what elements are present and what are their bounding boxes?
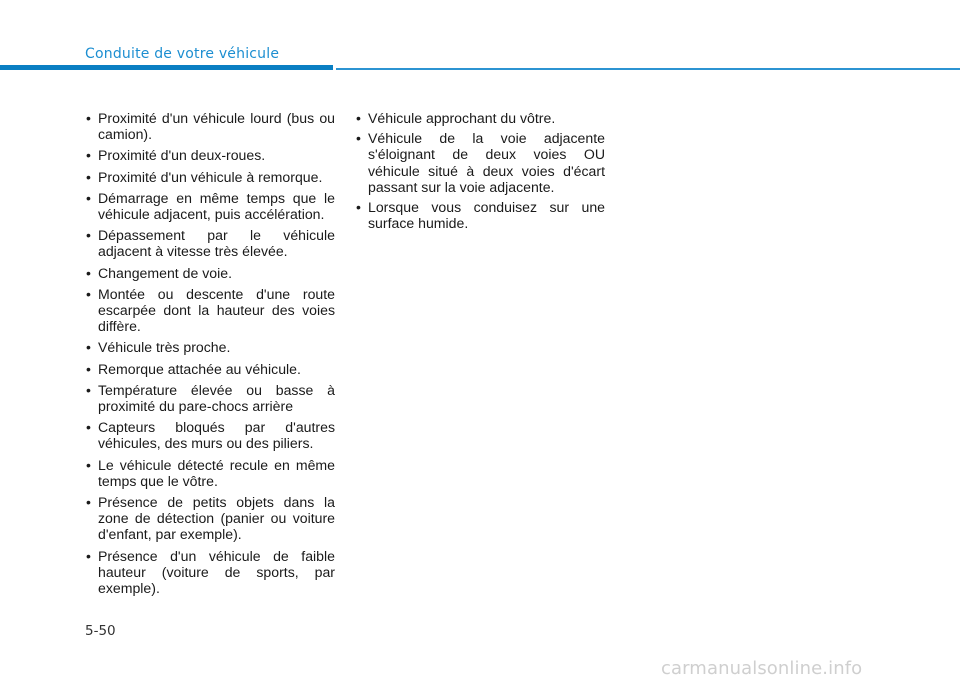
list-item: • Capteurs bloqués par d'autres véhicules, des murs ou des piliers.	[86, 419, 335, 451]
list-item: • Lorsque vous conduisez sur une surface humide.	[356, 199, 605, 231]
right-column-list	[356, 110, 605, 235]
list-item: • Le véhicule détecté recule en même temps que le vôtre.	[86, 457, 335, 489]
list-item: • Présence de petits objets dans la zone de détection (panier ou voiture d'enfant, par exemple).	[86, 494, 335, 543]
list-item: • Présence d'un véhicule de faible hauteur (voiture de sports, par exemple).	[86, 548, 335, 597]
section-title: Conduite de votre véhicule	[85, 46, 280, 62]
left-column-list	[86, 110, 335, 601]
list-item: • Véhicule approchant du vôtre.	[356, 110, 605, 126]
list-item: • Proximité d'un véhicule lourd (bus ou camion).	[86, 110, 335, 142]
list-item: • Température élevée ou basse à proximité du pare-chocs arrière	[86, 382, 335, 414]
list-item: • Montée ou descente d'une route escarpée dont la hauteur des voies diffère.	[86, 286, 335, 335]
list-item: • Véhicule de la voie adjacente s'éloignant de deux voies OU véhicule situé à deux voies d'écart passant sur la voie adjacente.	[356, 130, 605, 195]
header-rule-thick	[0, 65, 333, 70]
list-item: • Démarrage en même temps que le véhicule adjacent, puis accélération.	[86, 190, 335, 222]
list-item: • Proximité d'un deux-roues.	[86, 147, 335, 163]
list-item: • Dépassement par le véhicule adjacent à vitesse très élevée.	[86, 227, 335, 259]
list-item: • Véhicule très proche.	[86, 339, 335, 355]
watermark-link[interactable]: carmanualsonline.info	[661, 658, 863, 679]
list-item: • Changement de voie.	[86, 265, 335, 281]
header-rule-thin	[336, 68, 960, 70]
page-number: 5-50	[85, 623, 116, 639]
list-item: • Remorque attachée au véhicule.	[86, 361, 335, 377]
list-item: • Proximité d'un véhicule à remorque.	[86, 169, 335, 185]
